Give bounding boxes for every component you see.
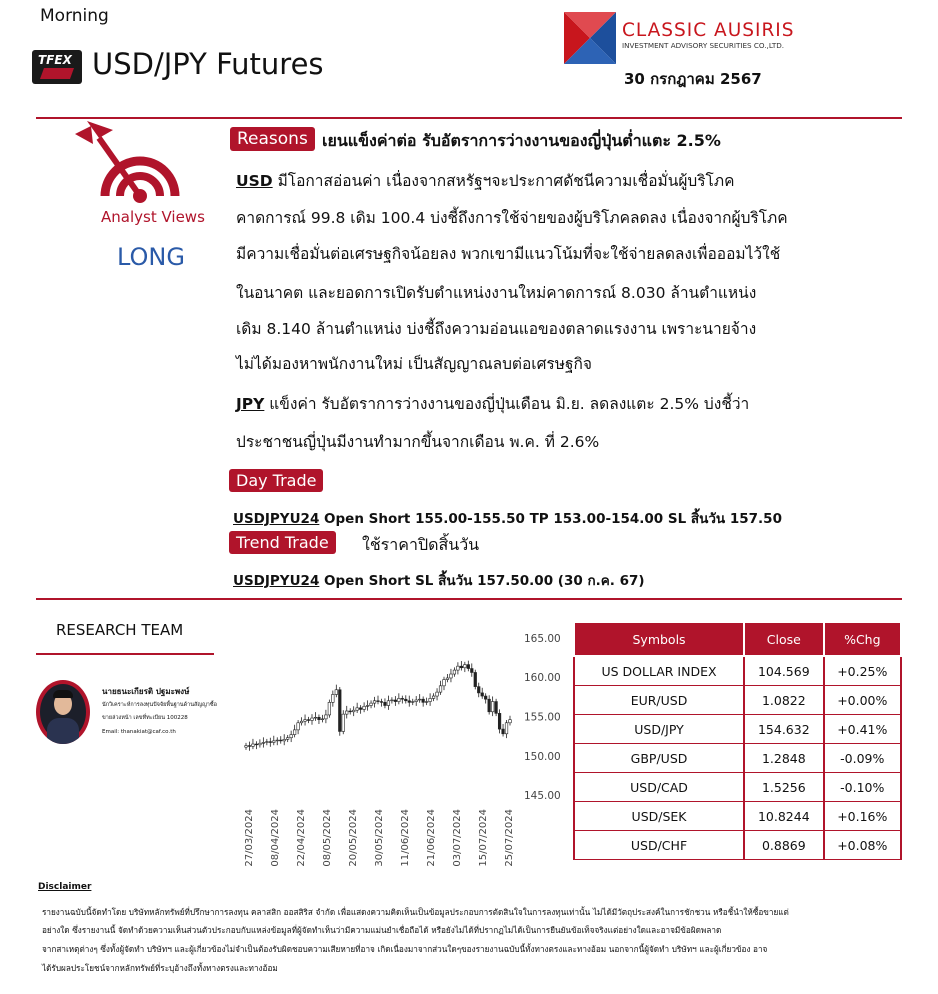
y-tick-label: 150.00	[524, 750, 561, 763]
trend-trade-text: Open Short SL สิ้นวัน 157.50.00 (30 ก.ค. 67)	[324, 573, 645, 589]
candle-body	[363, 706, 366, 709]
analyst-credential-1: นักวิเคราะห์การลงทุนปัจจัยพื้นฐานด้านสัญญาซื้อ	[102, 702, 217, 708]
close-cell: 1.0822	[744, 686, 824, 715]
y-tick-label: 155.00	[524, 711, 561, 724]
candle-body	[436, 692, 439, 696]
target-icon	[73, 118, 213, 208]
candle-body	[398, 698, 401, 701]
day-trade-text: Open Short 155.00-155.50 TP 153.00-154.00 SL สิ้นวัน 157.50	[324, 511, 782, 527]
candle-body	[259, 743, 262, 745]
jpy-label: JPY	[236, 395, 265, 413]
symbol-cell: GBP/USD	[574, 744, 744, 773]
jpy-line-2: ประชาชนญี่ปุ่นมีงานทำมากขึ้นจากเดือน พ.ค. ที่ 2.6%	[236, 433, 600, 451]
usd-line-6: ไม่ได้มองหาพนักงานใหม่ เป็นสัญญาณลบต่อเศรษฐกิจ	[236, 355, 592, 373]
table-row	[574, 773, 901, 802]
analyst-email: Email: thanakiat@caf.co.th	[102, 729, 176, 735]
candle-body	[276, 740, 279, 741]
analyst-view-value: LONG	[117, 243, 185, 271]
chg-cell: +0.08%	[824, 831, 901, 860]
x-tick-label: 22/04/2024	[296, 809, 307, 867]
x-tick-label: 30/05/2024	[374, 809, 385, 867]
x-tick-label: 27/03/2024	[244, 809, 255, 867]
candle-body	[370, 703, 373, 705]
usd-text: มีโอกาสอ่อนค่า เนื่องจากสหรัฐฯจะประกาศดัชนีความเชื่อมั่นผู้บริโภค	[277, 172, 735, 190]
candle-body	[429, 698, 432, 701]
close-cell: 1.5256	[744, 773, 824, 802]
candle-body	[293, 730, 296, 735]
candle-body	[443, 680, 446, 686]
usd-label: USD	[236, 172, 273, 190]
tfex-logo-text: TFEX	[38, 53, 72, 67]
usd-line-4: ในอนาคต และยอดการเปิดรับตำแหน่งงานใหม่คาดการณ์ 8.030 ล้านตำแหน่ง	[236, 284, 757, 302]
candle-body	[457, 666, 460, 670]
candle-body	[387, 701, 390, 706]
y-tick-label: 145.00	[524, 790, 561, 803]
x-tick-label: 08/04/2024	[270, 809, 281, 867]
report-date: 30 กรกฎาคม 2567	[624, 70, 762, 88]
candle-body	[266, 742, 269, 743]
candle-body	[404, 699, 407, 701]
candle-body	[304, 720, 307, 722]
candle-body	[328, 702, 331, 715]
usd-line-3: มีความเชื่อมั่นต่อเศรษฐกิจน้อยลง พวกเขามีแนวโน้มที่จะใช้จ่ายลดลงเพื่อออมไว้ใช้	[236, 245, 781, 263]
usd-line-2: คาดการณ์ 99.8 เดิม 100.4 บ่งชี้ถึงการใช้จ่ายของผู้บริโภคลดลง เนื่องจากผู้บริโภค	[236, 209, 788, 227]
candle-body	[311, 718, 314, 720]
candle-body	[245, 746, 248, 748]
day-trade-tag: Day Trade	[229, 469, 323, 492]
symbol-cell: EUR/USD	[574, 686, 744, 715]
disclaimer-line-1: รายงานฉบับนี้จัดทำโดย บริษัทหลักทรัพย์ที่ปรึกษาการลงทุน คลาสสิก ออสสิริส จำกัด เพื่อแสดงความคิดเห็นเป็นข้อมูลประกอบการตัดสินใจในการลงทุนเท่านั้น ไม่ได้มีวัตถุประสงค์ในการชักชวน หรือชี้นำให้ซื้อขายแต่	[42, 907, 789, 917]
y-tick-label: 160.00	[524, 672, 561, 685]
jpy-line-1	[236, 391, 749, 416]
symbol-cell: USD/SEK	[574, 802, 744, 831]
table-row	[574, 715, 901, 744]
symbol-cell: USD/JPY	[574, 715, 744, 744]
candle-body	[314, 717, 317, 718]
reasons-headline: เยนแข็งค่าต่อ รับอัตราการว่างงานของญี่ปุ่นต่ำแตะ 2.5%	[322, 131, 721, 150]
candle-body	[349, 711, 352, 712]
candle-body	[255, 744, 258, 745]
candle-body	[422, 699, 425, 702]
candle-body	[332, 694, 335, 702]
candle-body	[411, 702, 414, 703]
candle-body	[481, 693, 484, 696]
research-team-title: RESEARCH TEAM	[56, 621, 184, 639]
candle-body	[460, 666, 463, 668]
chg-cell: +0.16%	[824, 802, 901, 831]
candle-body	[464, 665, 467, 668]
analyst-name: นายธนะเกียรติ ปฐมะพงษ์	[102, 687, 190, 696]
close-cell: 10.8244	[744, 802, 824, 831]
brand-logo-icon	[564, 12, 616, 64]
candle-body	[377, 701, 380, 702]
y-tick-label: 165.00	[524, 632, 561, 645]
analyst-credential-2: ขายล่วงหน้า เลขที่ทะเบียน 100228	[102, 715, 188, 721]
candle-body	[286, 738, 289, 740]
candle-body	[338, 690, 341, 732]
candle-body	[272, 741, 275, 743]
x-tick-label: 08/05/2024	[322, 809, 333, 867]
chg-cell: -0.10%	[824, 773, 901, 802]
trend-trade-symbol: USDJPYU24	[233, 573, 320, 589]
x-tick-label: 03/07/2024	[452, 809, 463, 867]
analyst-views-label: Analyst Views	[101, 208, 205, 226]
candle-body	[248, 746, 251, 747]
x-tick-label: 21/06/2024	[426, 809, 437, 867]
day-trade-line	[233, 507, 782, 529]
candle-body	[373, 701, 376, 703]
candle-body	[325, 715, 328, 719]
candle-body	[505, 723, 508, 734]
candle-body	[335, 690, 338, 695]
candle-body	[484, 696, 487, 699]
candle-body	[450, 674, 453, 678]
table-header-row	[574, 622, 901, 656]
candle-body	[474, 672, 477, 686]
candle-body	[498, 713, 501, 729]
session-label: Morning	[40, 6, 109, 26]
close-cell: 104.569	[744, 656, 824, 686]
x-tick-label: 20/05/2024	[348, 809, 359, 867]
chg-cell: +0.00%	[824, 686, 901, 715]
disclaimer-line-3: จากสาเหตุต่างๆ ซึ่งทั้งผู้จัดทำ บริษัทฯ และผู้เกี่ยวข้องไม่จำเป็นต้องรับผิดชอบความเสียหายที่อาจ เกิดเนื่องมาจากส่วนใดๆของรายงานฉบับนี้ทั้งทางตรงและทางอ้อม นอกจากนี้ผู้จัดทำ บริษัทฯ และผู้เกี่ยวข้อง อาจ	[42, 944, 768, 954]
usd-line-5: เดิม 8.140 ล้านตำแหน่ง บ่งชี้ถึงความอ่อนแอของตลาดแรงงาน เพราะนายจ้าง	[236, 320, 757, 338]
candle-body	[279, 740, 282, 741]
table-row	[574, 656, 901, 686]
candle-body	[394, 700, 397, 702]
close-cell: 0.8869	[744, 831, 824, 860]
analyst-avatar	[36, 680, 90, 744]
candle-body	[408, 701, 411, 703]
candle-body	[359, 708, 362, 710]
candle-body	[446, 678, 449, 680]
candle-body	[502, 729, 505, 734]
candle-body	[453, 670, 456, 674]
close-cell: 154.632	[744, 715, 824, 744]
middle-divider	[36, 598, 902, 600]
candle-body	[345, 711, 348, 714]
candle-body	[415, 700, 418, 702]
candle-body	[252, 744, 255, 746]
candle-body	[401, 698, 404, 699]
close-cell: 1.2848	[744, 744, 824, 773]
trend-trade-note: ใช้ราคาปิดสิ้นวัน	[362, 535, 480, 554]
symbol-cell: USD/CHF	[574, 831, 744, 860]
candle-body	[491, 702, 494, 712]
chg-cell: +0.25%	[824, 656, 901, 686]
disclaimer-title: Disclaimer	[38, 882, 92, 892]
candle-body	[269, 742, 272, 743]
jpy-text: แข็งค่า รับอัตราการว่างงานของญี่ปุ่นเดือน มิ.ย. ลดลงแตะ 2.5% บ่งชี้ว่า	[269, 395, 750, 413]
candle-body	[439, 686, 442, 692]
header-chg: %Chg	[824, 622, 901, 656]
trend-trade-line	[233, 569, 645, 591]
symbol-cell: USD/CAD	[574, 773, 744, 802]
table-row	[574, 831, 901, 860]
candle-body	[321, 719, 324, 720]
brand-subtitle: INVESTMENT ADVISORY SECURITIES CO.,LTD.	[622, 41, 785, 50]
header-close: Close	[744, 622, 824, 656]
symbol-cell: US DOLLAR INDEX	[574, 656, 744, 686]
candle-body	[425, 702, 428, 703]
candle-body	[384, 702, 387, 705]
day-trade-symbol: USDJPYU24	[233, 511, 320, 527]
candle-body	[366, 705, 369, 706]
candle-body	[283, 739, 286, 741]
table-row	[574, 744, 901, 773]
symbols-table	[573, 621, 902, 860]
disclaimer-line-4: ได้รับผลประโยชน์จากหลักทรัพย์ที่ระบุอ้างถึงทั้งทางตรงและทางอ้อม	[42, 963, 278, 973]
brand-name: CLASSIC AUSIRIS	[622, 20, 795, 41]
candle-body	[488, 699, 491, 712]
candle-body	[262, 742, 265, 743]
page-title: USD/JPY Futures	[92, 47, 324, 81]
candle-body	[300, 721, 303, 723]
x-tick-label: 15/07/2024	[478, 809, 489, 867]
usd-line-1	[236, 168, 734, 193]
candle-body	[290, 735, 293, 738]
candle-body	[318, 717, 321, 719]
table-row	[574, 686, 901, 715]
header-symbols: Symbols	[574, 622, 744, 656]
candle-body	[352, 710, 355, 712]
tfex-logo	[32, 50, 82, 84]
candle-body	[380, 702, 383, 703]
candle-body	[477, 687, 480, 693]
candle-body	[391, 700, 394, 701]
candle-body	[495, 702, 498, 714]
candle-body	[342, 714, 345, 731]
x-tick-label: 11/06/2024	[400, 809, 411, 867]
candle-body	[509, 720, 512, 723]
candle-body	[467, 665, 470, 669]
candle-body	[297, 723, 300, 730]
candle-body	[470, 669, 473, 673]
table-row	[574, 802, 901, 831]
candle-body	[307, 720, 310, 721]
chg-cell: +0.41%	[824, 715, 901, 744]
candle-body	[418, 699, 421, 700]
reasons-tag: Reasons	[230, 127, 315, 151]
research-team-underline	[36, 653, 214, 655]
candle-body	[356, 708, 359, 710]
disclaimer-line-2: อย่างใด ซึ่งรายงานนี้ จัดทำด้วยความเห็นส่วนตัวประกอบกับแหล่งข้อมูลที่ผู้จัดทำเห็นว่ามีความแม่นยำเชื่อถือได้ หรือยังไม่ได้ที่ปรากฏไม่ได้เป็นการยืนยันข้อเท็จจริงแต่อย่างใดและอาจมีข้อผิดพลาด	[42, 925, 722, 935]
price-chart	[238, 625, 568, 870]
candle-body	[432, 696, 435, 698]
x-tick-label: 25/07/2024	[504, 809, 515, 867]
chg-cell: -0.09%	[824, 744, 901, 773]
trend-trade-tag: Trend Trade	[229, 531, 336, 554]
